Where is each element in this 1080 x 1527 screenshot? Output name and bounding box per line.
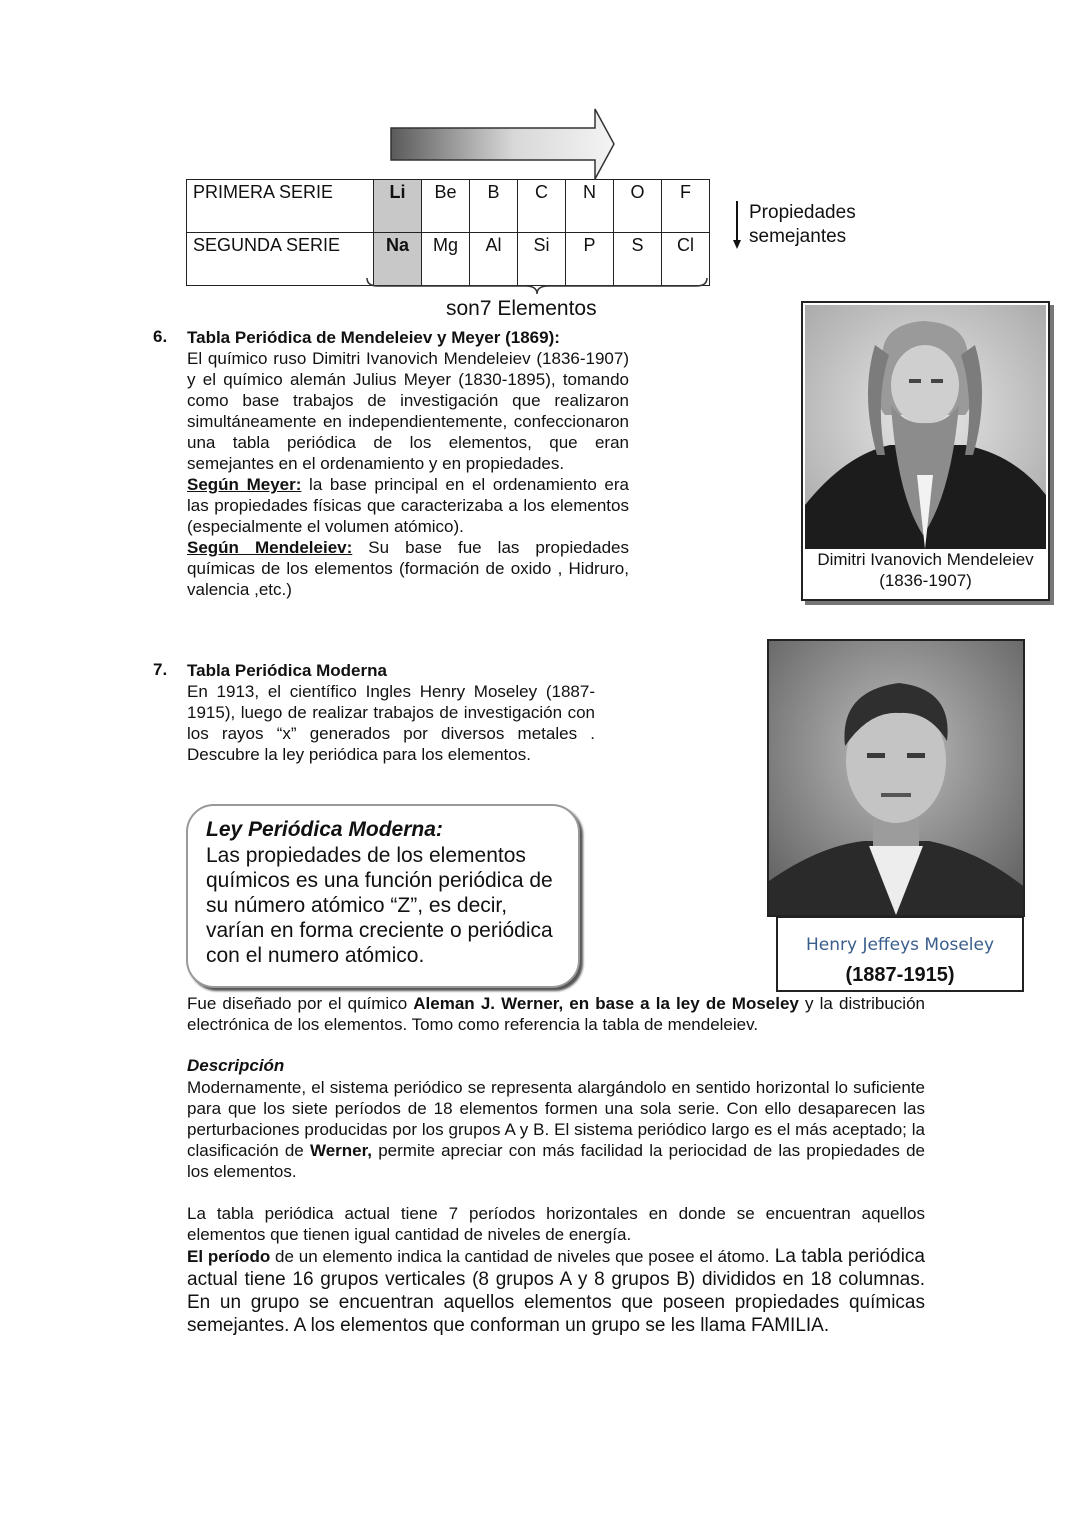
callout-title: Ley Periódica Moderna: <box>206 818 443 841</box>
tabla-actual-paragraph: La tabla periódica actual tiene 7 períodos horizontales en donde se encuentran aquellos elementos que tienen igual cantidad de niveles de energía. <box>187 1204 925 1244</box>
desc-text-b: permite apreciar con más facilidad la periocidad de las propiedades de los elementos. <box>187 1141 925 1181</box>
section-title: Tabla Periódica Moderna <box>187 661 387 680</box>
caption-name: Henry Jeffeys Moseley <box>805 935 995 955</box>
section7-text: En 1913, el científico Ingles Henry Moseley (1887-1915), luego de realizar trabajos de investigación con los rayos “x” generados por diversos metales . Descubre la ley periódica para los elementos. <box>187 682 595 764</box>
meyer-label: Según Meyer: <box>187 475 302 494</box>
moseley-portrait <box>767 639 1025 917</box>
ley-periodica-callout <box>186 804 580 988</box>
curly-brace <box>366 276 708 296</box>
table-row <box>187 180 710 233</box>
element-cell: O <box>614 180 662 233</box>
element-cell: B <box>470 180 518 233</box>
element-cell: P <box>566 233 614 286</box>
section-number: 7. <box>153 660 168 679</box>
caption-name: Dimitri Ivanovich Mendeleiev <box>817 550 1034 569</box>
serie-label: PRIMERA SERIE <box>187 180 374 233</box>
periodo-big-text: La tabla periódica actual tiene 16 grupos verticales (8 grupos A y 8 grupos B) divididos en 18 columnas. En un grupo se encuentran aquellos elementos que poseen propiedades químicas semejantes. A los elementos que conforman un grupo se les llama FAMILIA. <box>187 1246 925 1336</box>
octave-table <box>186 179 710 286</box>
serie-label: SEGUNDA SERIE <box>187 233 374 286</box>
section7-body <box>187 660 595 765</box>
section6-body <box>187 327 629 600</box>
element-cell: Al <box>470 233 518 286</box>
element-cell: Mg <box>422 233 470 286</box>
down-arrow-icon <box>730 200 744 250</box>
werner-lead: Fue diseñado por el químico <box>187 994 414 1013</box>
mendeleiev-portrait <box>805 305 1046 549</box>
periodo-paragraph <box>187 1245 925 1337</box>
werner-bold: Aleman J. Werner, en base a la ley de Moseley <box>413 994 799 1013</box>
periodo-text: de un elemento indica la cantidad de niveles que posee el átomo. <box>270 1247 770 1266</box>
element-cell: Na <box>374 233 422 286</box>
element-cell: N <box>566 180 614 233</box>
section-number: 6. <box>153 327 168 346</box>
meyer-text: la base principal en el ordenamiento era las propiedades físicas que caracterizaba a los elementos (especialmente el volumen atómico). <box>187 475 629 536</box>
properties-label <box>749 201 856 249</box>
section-title: Tabla Periódica de Mendeleiev y Meyer (1869): <box>187 328 560 347</box>
properties-label-line2: semejantes <box>749 226 847 247</box>
gradient-right-arrow <box>390 108 616 180</box>
element-cell: Be <box>422 180 470 233</box>
brace-label: son7 Elementos <box>446 297 597 320</box>
desc-text-a: Modernamente, el sistema periódico se representa alargándolo en sentido horizontal lo suficiente para que los siete períodos de 18 elementos formen una sola serie. Con ello desaparecen las perturbaciones producidas por los grupos A y B. El sistema periódico largo es el más aceptado; la clasificación de <box>187 1078 925 1160</box>
caption-years: (1887-1915) <box>845 964 955 986</box>
mendeleiev-label: Según Mendeleiev: <box>187 538 353 557</box>
element-cell: Li <box>374 180 422 233</box>
element-cell: Si <box>518 233 566 286</box>
mendeleiev-text: Su base fue las propiedades químicas de los elementos (formación de oxido , Hidruro, valencia ,etc.) <box>187 538 629 599</box>
mendeleiev-caption <box>803 549 1048 591</box>
element-cell: C <box>518 180 566 233</box>
element-cell: S <box>614 233 662 286</box>
periodo-bold: El período <box>187 1247 271 1266</box>
section6-intro: El químico ruso Dimitri Ivanovich Mendeleiev (1836-1907) y el químico alemán Julius Meyer (1830-1895), tomando como base trabajos de investigación que realizaron simultáneamente en independientemente, confeccionaron una tabla periódica de los elementos, que eran semejantes en el ordenamiento y en propiedades. <box>187 349 629 473</box>
mendeleiev-paragraph <box>187 537 629 600</box>
werner-rest: y la distribución electrónica de los elementos. Tomo como referencia la tabla de mendeleiev. <box>187 994 925 1034</box>
mendeleiev-photo-frame <box>801 301 1050 601</box>
descripcion-heading: Descripción <box>187 1056 285 1075</box>
element-cell: F <box>662 180 710 233</box>
moseley-caption <box>776 916 1024 992</box>
descripcion-paragraph <box>187 1077 925 1182</box>
callout-text: Las propiedades de los elementos químicos es una función periódica de su número atómico “Z”, es decir, varían en forma creciente o periódica con el numero atómico. <box>206 844 553 967</box>
werner-paragraph <box>187 993 925 1035</box>
meyer-paragraph <box>187 474 629 537</box>
desc-bold: Werner, <box>309 1141 373 1160</box>
caption-years: (1836-1907) <box>879 571 972 590</box>
element-cell: Cl <box>662 233 710 286</box>
properties-label-line1: Propiedades <box>749 202 856 223</box>
